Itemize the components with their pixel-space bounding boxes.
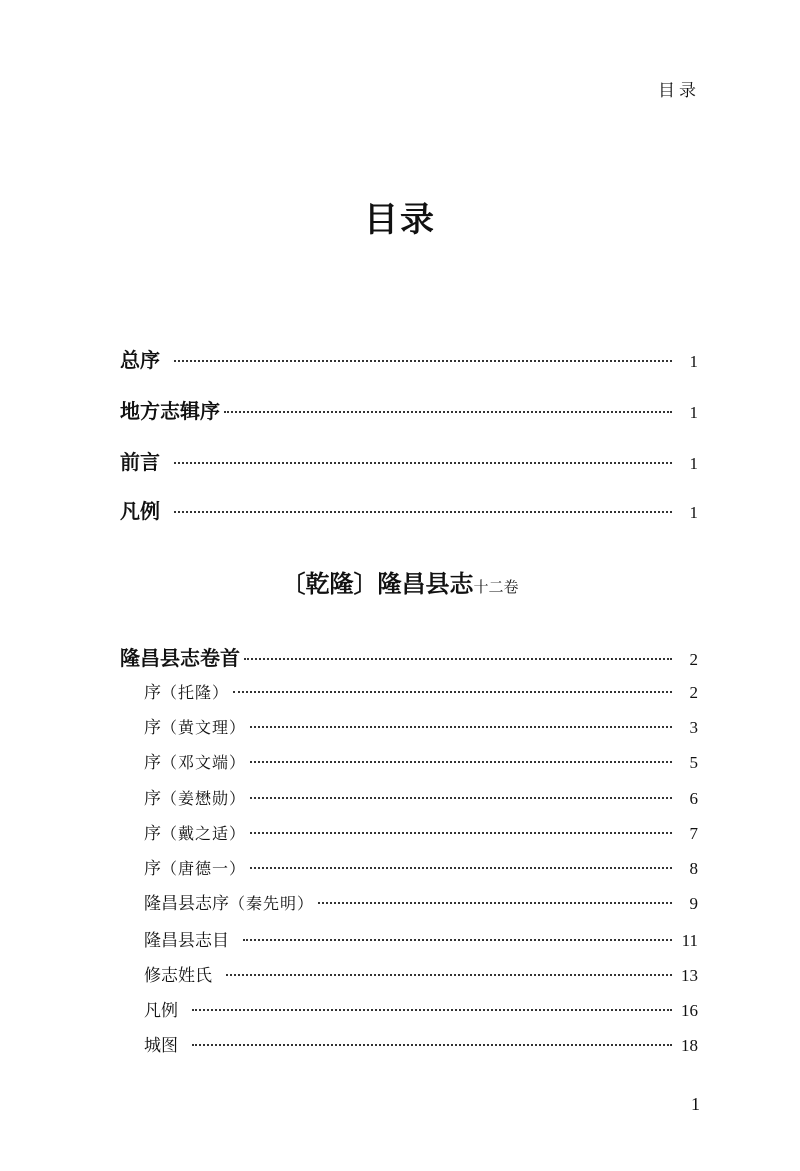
- toc-entry-page: 1: [689, 403, 698, 422]
- page-number: 1: [691, 1094, 700, 1114]
- dot-leader: [243, 939, 672, 941]
- toc-subentry-page: 6: [689, 789, 698, 808]
- toc-subentry-page: 3: [689, 718, 698, 737]
- toc-entry-label: 总序: [120, 348, 160, 372]
- toc-entry[interactable]: [120, 446, 698, 475]
- author-annotation: （秦先明）: [229, 894, 315, 913]
- toc-subentry[interactable]: [144, 961, 698, 986]
- author-annotation: （戴之适）: [161, 824, 247, 843]
- section-title: [0, 564, 800, 599]
- dot-leader: [174, 462, 672, 464]
- dot-leader: [226, 974, 672, 976]
- toc-subentry-page: 9: [689, 894, 698, 913]
- toc-subentry[interactable]: [144, 889, 698, 914]
- dot-leader: [174, 360, 672, 362]
- toc-subentry-label: 隆昌县志目: [144, 931, 229, 951]
- toc-subentry[interactable]: [144, 996, 698, 1021]
- toc-subentry-label: 序（托隆）: [144, 683, 230, 703]
- toc-subentry-page: 8: [689, 859, 698, 878]
- toc-subentry-label: 隆昌县志序（秦先明）: [144, 894, 315, 914]
- dot-leader: [192, 1044, 672, 1046]
- running-head: 目录: [658, 81, 700, 101]
- toc-subentry[interactable]: [144, 713, 698, 738]
- author-annotation: （邓文端）: [161, 753, 247, 772]
- toc-subentry[interactable]: [144, 784, 698, 809]
- author-annotation: （姜懋勋）: [161, 789, 247, 808]
- dot-leader: [192, 1009, 672, 1011]
- toc-subentry[interactable]: [144, 1031, 698, 1056]
- dot-leader: [250, 761, 672, 763]
- toc-subentry-page: 2: [689, 683, 698, 702]
- toc-subentry[interactable]: [144, 926, 698, 951]
- toc-subentry[interactable]: [144, 748, 698, 773]
- toc-chapter[interactable]: [120, 642, 698, 671]
- toc-subentry-label: 序（姜懋勋）: [144, 789, 247, 809]
- dot-leader: [250, 797, 672, 799]
- toc-chapter-page: 2: [689, 650, 698, 669]
- author-annotation: （唐德一）: [161, 859, 247, 878]
- toc-entry-page: 1: [689, 352, 698, 371]
- toc-subentry-label: 序（邓文端）: [144, 753, 247, 773]
- toc-subentry-label: 修志姓氏: [144, 966, 212, 986]
- page-title: 目录: [364, 200, 436, 240]
- toc-subentry-label: 序（戴之适）: [144, 824, 247, 844]
- toc-subentry-page: 5: [689, 753, 698, 772]
- author-annotation: （托隆）: [161, 683, 230, 702]
- toc-subentry-page: 7: [689, 824, 698, 843]
- toc-entry-page: 1: [689, 503, 698, 522]
- toc-subentry[interactable]: [144, 678, 698, 703]
- toc-entry-label: 前言: [120, 450, 160, 474]
- toc-subentry[interactable]: [144, 819, 698, 844]
- toc-subentry-label: 凡例: [144, 1001, 178, 1021]
- toc-entry[interactable]: [120, 344, 698, 373]
- dot-leader: [250, 832, 672, 834]
- toc-entry-page: 1: [689, 454, 698, 473]
- dot-leader: [250, 867, 672, 869]
- toc-entry[interactable]: [120, 395, 698, 424]
- toc-chapter-label: 隆昌县志卷首: [120, 646, 240, 670]
- toc-subentry-label: 城图: [144, 1036, 178, 1056]
- toc-entry[interactable]: [120, 495, 698, 524]
- dot-leader: [250, 726, 672, 728]
- dot-leader: [244, 658, 672, 660]
- author-annotation: （黄文理）: [161, 718, 247, 737]
- toc-entry-label: 地方志辑序: [120, 399, 220, 423]
- dot-leader: [233, 691, 672, 693]
- dot-leader: [224, 411, 672, 413]
- section-volume-note: 十二卷: [473, 578, 519, 596]
- toc-subentry[interactable]: [144, 854, 698, 879]
- toc-subentry-label: 序（黄文理）: [144, 718, 247, 738]
- toc-entry-label: 凡例: [120, 499, 160, 523]
- toc-subentry-page: 11: [681, 931, 698, 950]
- toc-subentry-page: 13: [681, 966, 698, 985]
- dot-leader: [174, 511, 672, 513]
- section-title-text: 〔乾隆〕隆昌县志: [281, 569, 474, 598]
- dot-leader: [318, 902, 672, 904]
- toc-subentry-label: 序（唐德一）: [144, 859, 247, 879]
- toc-subentry-page: 16: [681, 1001, 698, 1020]
- toc-subentry-page: 18: [681, 1036, 698, 1055]
